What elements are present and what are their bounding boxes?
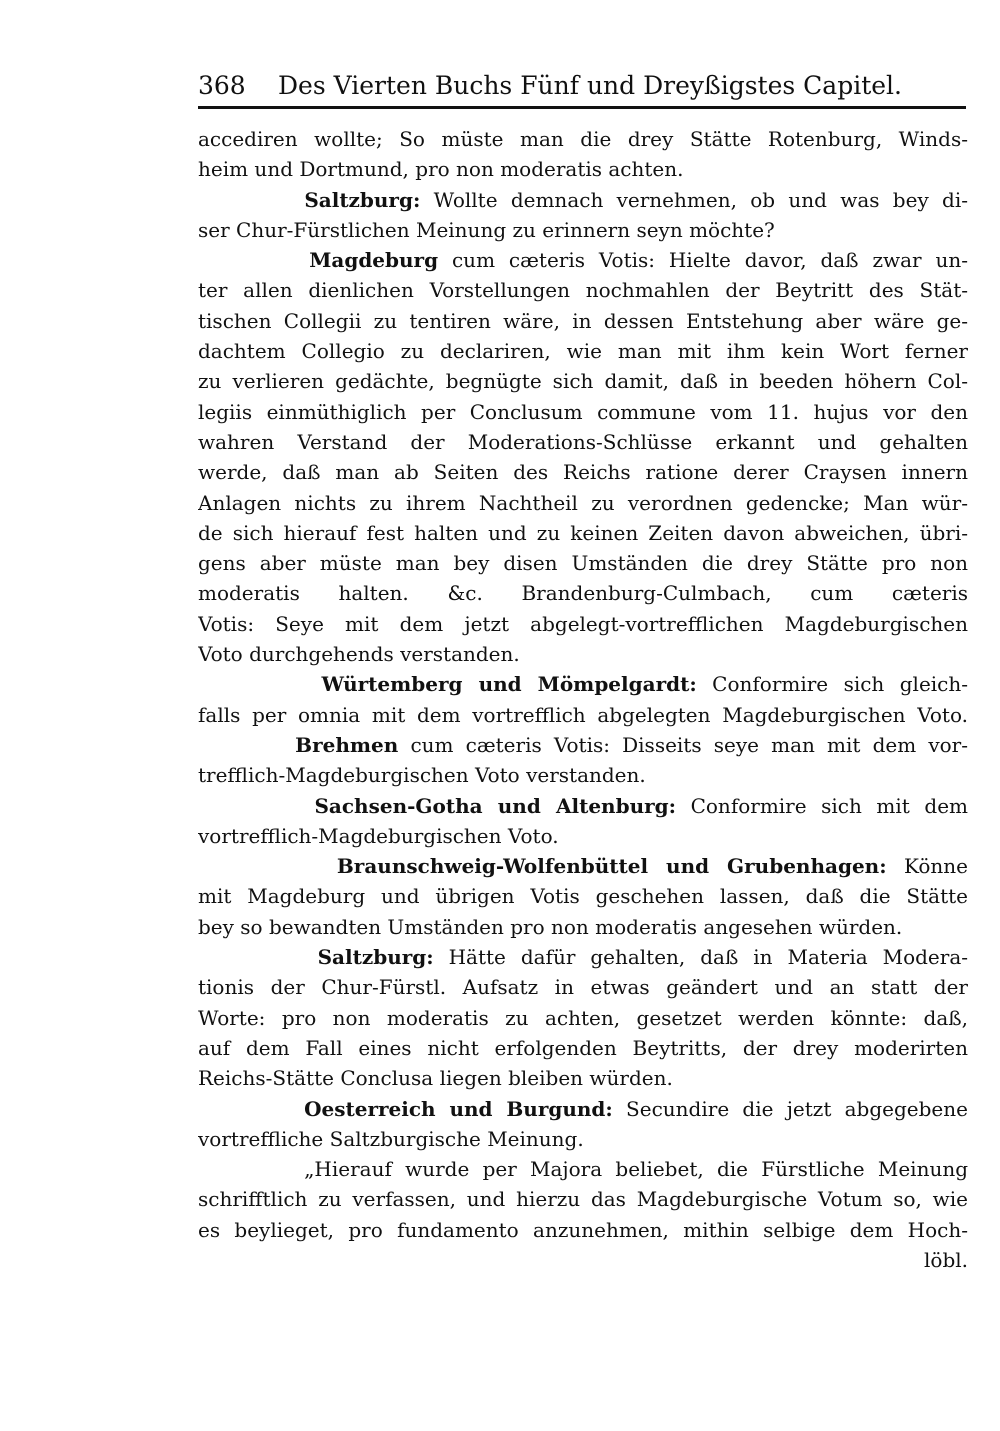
- speaker-name: Brehmen: [295, 732, 399, 757]
- speaker-name: Saltzburg:: [317, 945, 434, 970]
- speaker-name: Braunschweig-Wolfenbüttel und Grubenhagen:: [336, 854, 887, 879]
- line-text: vortreffliche Saltzburgische Meinung.: [198, 1126, 584, 1151]
- text-line: [198, 548, 968, 578]
- text-line: [198, 154, 968, 184]
- text-line: [198, 730, 968, 760]
- text-line: [198, 427, 968, 457]
- text-line: [198, 881, 968, 911]
- text-line: [198, 791, 968, 821]
- line-text: vortrefflich-Magdeburgischen Voto.: [198, 823, 559, 848]
- line-text: heim und Dortmund, pro non moderatis achten.: [198, 157, 684, 182]
- text-line: [198, 942, 968, 972]
- text-line: [198, 760, 968, 790]
- text-line: [198, 912, 968, 942]
- text-line: [198, 488, 968, 518]
- line-text: tischen Collegii zu tentiren wäre, in dessen Entstehung aber wäre ge-: [198, 308, 968, 333]
- line-text: löbl.: [924, 1247, 968, 1272]
- text-line: [198, 245, 968, 275]
- page-number: 368: [198, 71, 246, 100]
- speaker-name: Oesterreich und Burgund:: [304, 1096, 613, 1121]
- line-text: bey so bewandten Umständen pro non moderatis angesehen würden.: [198, 914, 903, 939]
- text-line: [198, 1215, 968, 1245]
- line-text: Votis: Seye mit dem jetzt abgelegt-vortrefflichen Magdeburgischen: [198, 611, 968, 636]
- line-text: ser Chur-Fürstlichen Meinung zu erinnern seyn möchte?: [198, 217, 775, 242]
- line-text: mit Magdeburg und übrigen Votis geschehen lassen, daß die Stätte: [198, 884, 968, 909]
- text-line: [198, 700, 968, 730]
- line-text: Hätte dafür gehalten, daß in Materia Modera-: [433, 945, 968, 970]
- line-text: werde, daß man ab Seiten des Reichs ratione derer Craysen innern: [198, 460, 968, 485]
- text-line: [198, 1184, 968, 1214]
- line-text: de sich hierauf fest halten und zu keinen Zeiten davon abweichen, übri-: [198, 520, 968, 545]
- indent: [198, 188, 304, 212]
- line-text: moderatis halten. &c. Brandenburg-Culmbach, cum cæteris: [198, 581, 968, 606]
- line-text: dachtem Collegio zu declariren, wie man mit ihm kein Wort ferner: [198, 339, 968, 364]
- text-line: [198, 1063, 968, 1093]
- text-line: [198, 397, 968, 427]
- text-line: [198, 1154, 968, 1184]
- running-title: Des Vierten Buchs Fünf und Dreyßigstes Capitel.: [278, 71, 902, 100]
- text-line: [198, 578, 968, 608]
- line-text: auf dem Fall eines nicht erfolgenden Beytritts, der drey moderirten: [198, 1035, 968, 1060]
- line-text: trefflich-Magdeburgischen Voto verstanden.: [198, 763, 646, 788]
- text-line: [198, 851, 968, 881]
- text-line: [198, 821, 968, 851]
- text-line: [198, 336, 968, 366]
- text-line: [198, 1003, 968, 1033]
- line-text: Reichs-Stätte Conclusa liegen bleiben würden.: [198, 1066, 673, 1091]
- text-line: [198, 1094, 968, 1124]
- text-line: [198, 639, 968, 669]
- text-line: [198, 366, 968, 396]
- line-text: accediren wollte; So müste man die drey Stätte Rotenburg, Winds-: [198, 127, 968, 151]
- line-text: ter allen dienlichen Vorstellungen nochmahlen der Beytritt des Stät-: [198, 278, 968, 303]
- text-line: [198, 185, 968, 215]
- line-text: cum cæteris Votis: Hielte davor, daß zwar un-: [438, 248, 968, 273]
- line-text: Conformire sich gleich-: [696, 672, 968, 697]
- text-line: [198, 124, 968, 154]
- line-text: es beylieget, pro fundamento anzunehmen, mithin selbige dem Hoch-: [198, 1217, 968, 1242]
- line-text: Voto durchgehends verstanden.: [198, 642, 520, 667]
- text-line: [198, 609, 968, 639]
- text-line: [198, 275, 968, 305]
- header-rule: [198, 106, 966, 109]
- text-line: [198, 669, 968, 699]
- text-line: [198, 1245, 968, 1275]
- speaker-name: Sachsen-Gotha und Altenburg:: [314, 793, 677, 818]
- line-text: legiis einmüthiglich per Conclusum commune vom 11. hujus vor den: [198, 399, 968, 424]
- indent: [198, 794, 314, 818]
- indent: [198, 854, 337, 878]
- line-text: wahren Verstand der Moderations-Schlüsse erkannt und gehalten: [198, 429, 968, 454]
- line-text: tionis der Chur-Fürstl. Aufsatz in etwas geändert und an statt der: [198, 975, 968, 1000]
- line-text: Wollte demnach vernehmen, ob und was bey di-: [420, 187, 968, 212]
- speaker-name: Magdeburg: [309, 248, 439, 273]
- text-line: [198, 215, 968, 245]
- indent: [198, 945, 318, 969]
- speaker-name: Würtemberg und Mömpelgardt:: [321, 672, 697, 697]
- indent: [198, 248, 309, 272]
- line-text: cum cæteris Votis: Disseits seye man mit dem vor-: [398, 732, 968, 757]
- page-body: [198, 124, 968, 1275]
- indent: [198, 672, 321, 696]
- text-line: [198, 1124, 968, 1154]
- speaker-name: Saltzburg:: [304, 187, 421, 212]
- line-text: Secundire die jetzt abgegebene: [612, 1096, 968, 1121]
- line-text: gens aber müste man bey disen Umständen die drey Stätte pro non: [198, 551, 968, 576]
- line-text: Anlagen nichts zu ihrem Nachtheil zu verordnen gedencke; Man wür-: [198, 490, 968, 515]
- line-text: falls per omnia mit dem vortrefflich abgelegten Magdeburgischen Voto.: [198, 702, 968, 727]
- line-text: Könne: [886, 854, 968, 879]
- text-line: [198, 518, 968, 548]
- indent: [198, 1157, 304, 1181]
- indent: [198, 733, 295, 757]
- indent: [198, 1097, 304, 1121]
- text-line: [198, 306, 968, 336]
- line-text: zu verlieren gedächte, begnügte sich damit, daß in beeden höhern Col-: [198, 369, 968, 394]
- text-line: [198, 457, 968, 487]
- running-header: [198, 66, 968, 106]
- line-text: Worte: pro non moderatis zu achten, gesetzet werden könnte: daß,: [198, 1005, 968, 1030]
- line-text: schrifftlich zu verfassen, und hierzu das Magdeburgische Votum so, wie: [198, 1187, 968, 1212]
- line-text: „Hierauf wurde per Majora beliebet, die Fürstliche Meinung: [304, 1157, 968, 1182]
- line-text: Conformire sich mit dem: [676, 793, 968, 818]
- text-line: [198, 1033, 968, 1063]
- text-line: [198, 972, 968, 1002]
